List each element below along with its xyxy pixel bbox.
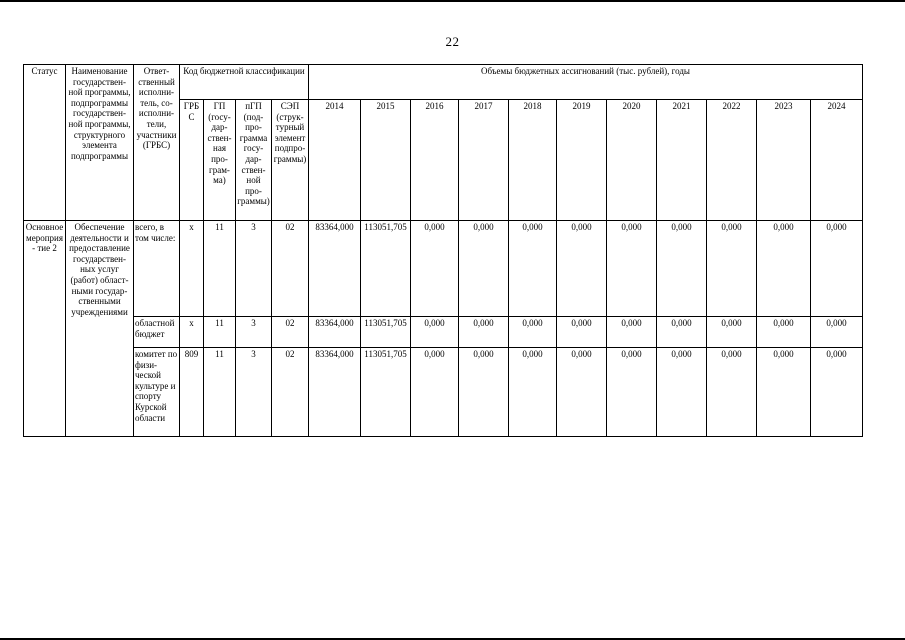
executor-cell: областной бюджет: [134, 317, 180, 348]
value-cell: 83364,000: [309, 348, 361, 437]
gp-cell: 11: [204, 317, 236, 348]
value-cell: 0,000: [411, 221, 459, 317]
value-cell: 0,000: [607, 221, 657, 317]
header-status: Статус: [24, 65, 66, 221]
value-cell: 83364,000: [309, 317, 361, 348]
header-year: 2024: [811, 100, 863, 221]
scan-top-edge: [0, 0, 905, 2]
header-volumes: Объемы бюджетных ассигнований (тыс. рублей), годы: [309, 65, 863, 100]
header-row-1: [24, 65, 863, 100]
page-number: 22: [445, 34, 460, 49]
value-cell: 0,000: [757, 348, 811, 437]
value-cell: 0,000: [557, 348, 607, 437]
value-cell: 0,000: [509, 221, 557, 317]
value-cell: 0,000: [607, 317, 657, 348]
header-year: 2018: [509, 100, 557, 221]
value-cell: 0,000: [557, 317, 607, 348]
value-cell: 0,000: [459, 221, 509, 317]
value-cell: 113051,705: [361, 348, 411, 437]
value-cell: 0,000: [557, 221, 607, 317]
value-cell: 0,000: [811, 317, 863, 348]
value-cell: 113051,705: [361, 317, 411, 348]
header-gp: ГП (госу- дар- ствен- ная про- грам- ма): [204, 100, 236, 221]
executor-cell: комитет по физи- ческой культуре и спорту Курской области: [134, 348, 180, 437]
value-cell: 0,000: [459, 317, 509, 348]
header-year: 2016: [411, 100, 459, 221]
value-cell: 0,000: [459, 348, 509, 437]
value-cell: 0,000: [657, 317, 707, 348]
pgp-cell: 3: [236, 317, 272, 348]
table-row: [24, 221, 863, 317]
value-cell: 0,000: [707, 348, 757, 437]
gp-cell: 11: [204, 348, 236, 437]
value-cell: 83364,000: [309, 221, 361, 317]
budget-table: [23, 64, 863, 437]
pgp-cell: 3: [236, 221, 272, 317]
value-cell: 0,000: [411, 348, 459, 437]
value-cell: 0,000: [509, 348, 557, 437]
name-cell: Обеспечение деятельности и предоставление государствен- ных услуг (работ) област- ными государ- ственными учреждениями: [66, 221, 134, 437]
grbs-cell: 809: [180, 348, 204, 437]
table-row: [24, 348, 863, 437]
value-cell: 0,000: [757, 317, 811, 348]
sep-cell: 02: [272, 317, 309, 348]
header-executor: Ответ- ственный исполни- тель, со- исполни- тели, участники (ГРБС): [134, 65, 180, 221]
grbs-cell: х: [180, 221, 204, 317]
header-name: Наименование государствен- ной программы, подпрограммы государствен- ной программы, структурного элемента подпрограммы: [66, 65, 134, 221]
header-year: 2014: [309, 100, 361, 221]
value-cell: 0,000: [707, 317, 757, 348]
executor-cell: всего, в том числе:: [134, 221, 180, 317]
header-budget-code: Код бюджетной классификации: [180, 65, 309, 100]
value-cell: 0,000: [509, 317, 557, 348]
pgp-cell: 3: [236, 348, 272, 437]
sep-cell: 02: [272, 348, 309, 437]
header-year: 2020: [607, 100, 657, 221]
header-sep: СЭП (струк- турный элемент подпро- граммы): [272, 100, 309, 221]
grbs-cell: х: [180, 317, 204, 348]
value-cell: 0,000: [811, 348, 863, 437]
value-cell: 0,000: [657, 221, 707, 317]
value-cell: 0,000: [411, 317, 459, 348]
value-cell: 0,000: [657, 348, 707, 437]
header-pgp: пГП (под- про- грамма госу- дар- ствен- ной про- граммы): [236, 100, 272, 221]
value-cell: 113051,705: [361, 221, 411, 317]
header-year: 2022: [707, 100, 757, 221]
sep-cell: 02: [272, 221, 309, 317]
status-cell: Основное мероприя- тие 2: [24, 221, 66, 437]
value-cell: 0,000: [757, 221, 811, 317]
value-cell: 0,000: [811, 221, 863, 317]
header-grbs: ГРБ С: [180, 100, 204, 221]
header-year: 2019: [557, 100, 607, 221]
header-year: 2023: [757, 100, 811, 221]
value-cell: 0,000: [607, 348, 657, 437]
header-year: 2021: [657, 100, 707, 221]
header-year: 2015: [361, 100, 411, 221]
header-year: 2017: [459, 100, 509, 221]
gp-cell: 11: [204, 221, 236, 317]
table-row: [24, 317, 863, 348]
value-cell: 0,000: [707, 221, 757, 317]
